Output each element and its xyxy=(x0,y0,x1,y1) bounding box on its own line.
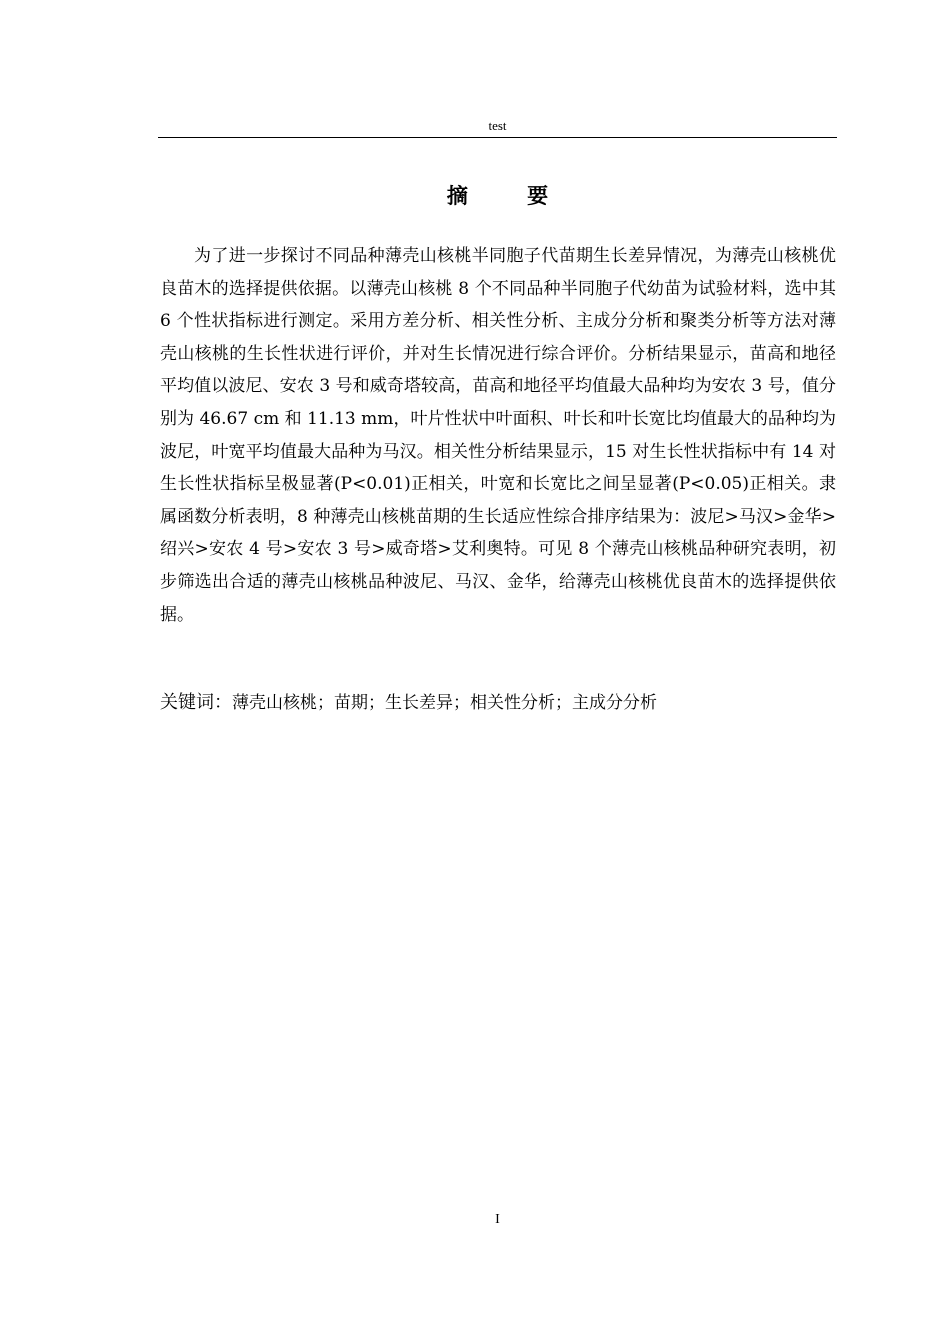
abstract-body: 为了进一步探讨不同品种薄壳山核桃半同胞子代苗期生长差异情况，为薄壳山核桃优良苗木的选择提供依据。以薄壳山核桃 8 个不同品种半同胞子代幼苗为试验材料，选中其 6 个性状指标进行测定。采用方差分析、相关性分析、主成分分析和聚类分析等方法对薄壳山核桃的生长性状进行评价，并对生长情况进行综合评价。分析结果显示，苗高和地径平均值以波尼、安农 3 号和威奇塔较高，苗高和地径平均值最大品种均为安农 3 号，值分别为 46.67 cm 和 11.13 mm，叶片性状中叶面积、叶长和叶长宽比均值最大的品种均为波尼，叶宽平均值最大品种为马汉。相关性分析结果显示，15 对生长性状指标中有 14 对生长性状指标呈极显著(P<0.01)正相关，叶宽和长宽比之间呈显著(P<0.05)正相关。隶属函数分析表明，8 种薄壳山核桃苗期的生长适应性综合排序结果为：波尼>马汉>金华>绍兴>安农 4 号>安农 3 号>威奇塔>艾利奥特。可见 8 个薄壳山核桃品种研究表明，初步筛选出合适的薄壳山核桃品种波尼、马汉、金华，给薄壳山核桃优良苗木的选择提供依据。 xyxy=(160,246,836,625)
header-divider xyxy=(158,137,837,138)
page-number: I xyxy=(495,1212,500,1227)
keywords-list: 薄壳山核桃；苗期；生长差异；相关性分析；主成分分析 xyxy=(232,693,657,713)
keywords-line xyxy=(160,688,836,718)
running-header: test xyxy=(488,118,507,133)
keywords-label: 关键词： xyxy=(160,692,232,713)
abstract-title: 摘 要 xyxy=(446,184,575,208)
